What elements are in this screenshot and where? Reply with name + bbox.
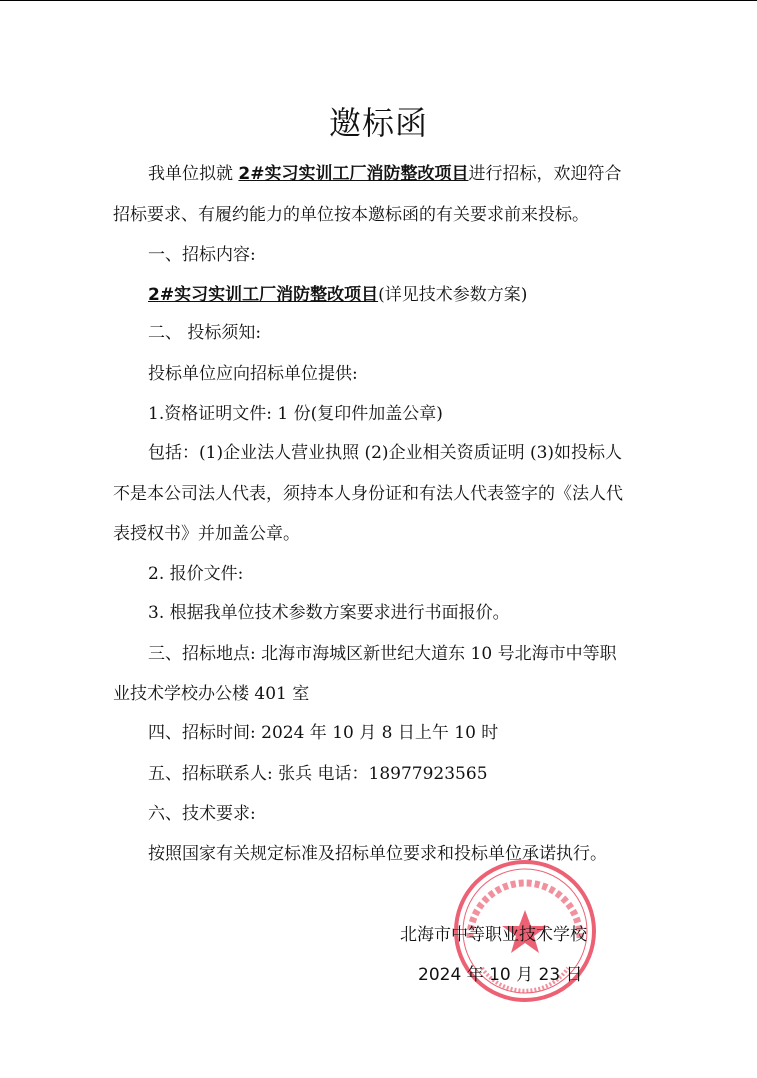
intro-after: 进行招标，欢迎符合 — [468, 164, 622, 184]
signature-organization: 北海市中等职业技术学校 — [400, 925, 587, 945]
section2-heading: 二、 投标须知: — [148, 323, 262, 343]
section1-heading: 一、招标内容: — [148, 245, 256, 265]
intro-before: 我单位拟就 — [148, 164, 239, 184]
section3-line1: 三、招标地点: 北海市海城区新世纪大道东 10 号北海市中等职 — [148, 644, 617, 664]
section2-provide: 投标单位应向招标单位提供: — [148, 364, 358, 384]
section3-line2: 业技术学校办公楼 401 室 — [113, 684, 310, 704]
section6-heading: 六、技术要求: — [148, 804, 256, 824]
intro-project-name: 2#实习实训工厂消防整改项目 — [238, 164, 469, 184]
section4-time: 四、招标时间: 2024 年 10 月 8 日上午 10 时 — [148, 723, 499, 743]
section2-includes-line3: 表授权书》并加盖公章。 — [113, 524, 300, 544]
intro-line-2: 招标要求、有履约能力的单位按本邀标函的有关要求前来投标。 — [113, 205, 589, 225]
section1-project-name: 2#实习实训工厂消防整改项目 — [148, 285, 379, 305]
intro-line-1 — [148, 161, 621, 187]
section6-text: 按照国家有关规定标准及招标单位要求和投标单位承诺执行。 — [148, 844, 607, 864]
section2-item1: 1.资格证明文件: 1 份(复印件加盖公章) — [148, 404, 443, 424]
section2-includes-line2: 不是本公司法人代表，须持本人身份证和有法人代表签字的《法人代 — [113, 484, 623, 504]
section1-note: (详见技术参数方案) — [378, 285, 528, 305]
section2-item3: 3. 根据我单位技术参数方案要求进行书面报价。 — [148, 603, 510, 623]
signature-date: 2024 年 10 月 23 日 — [418, 965, 583, 985]
section2-includes-line1: 包括：(1)企业法人营业执照 (2)企业相关资质证明 (3)如投标人 — [148, 443, 623, 463]
page-title: 邀标函 — [328, 104, 428, 142]
section2-item2: 2. 报价文件: — [148, 564, 244, 584]
section5-contact: 五、招标联系人: 张兵 电话：18977923565 — [148, 764, 488, 784]
section1-content — [148, 282, 527, 308]
top-border-line — [0, 0, 757, 1]
